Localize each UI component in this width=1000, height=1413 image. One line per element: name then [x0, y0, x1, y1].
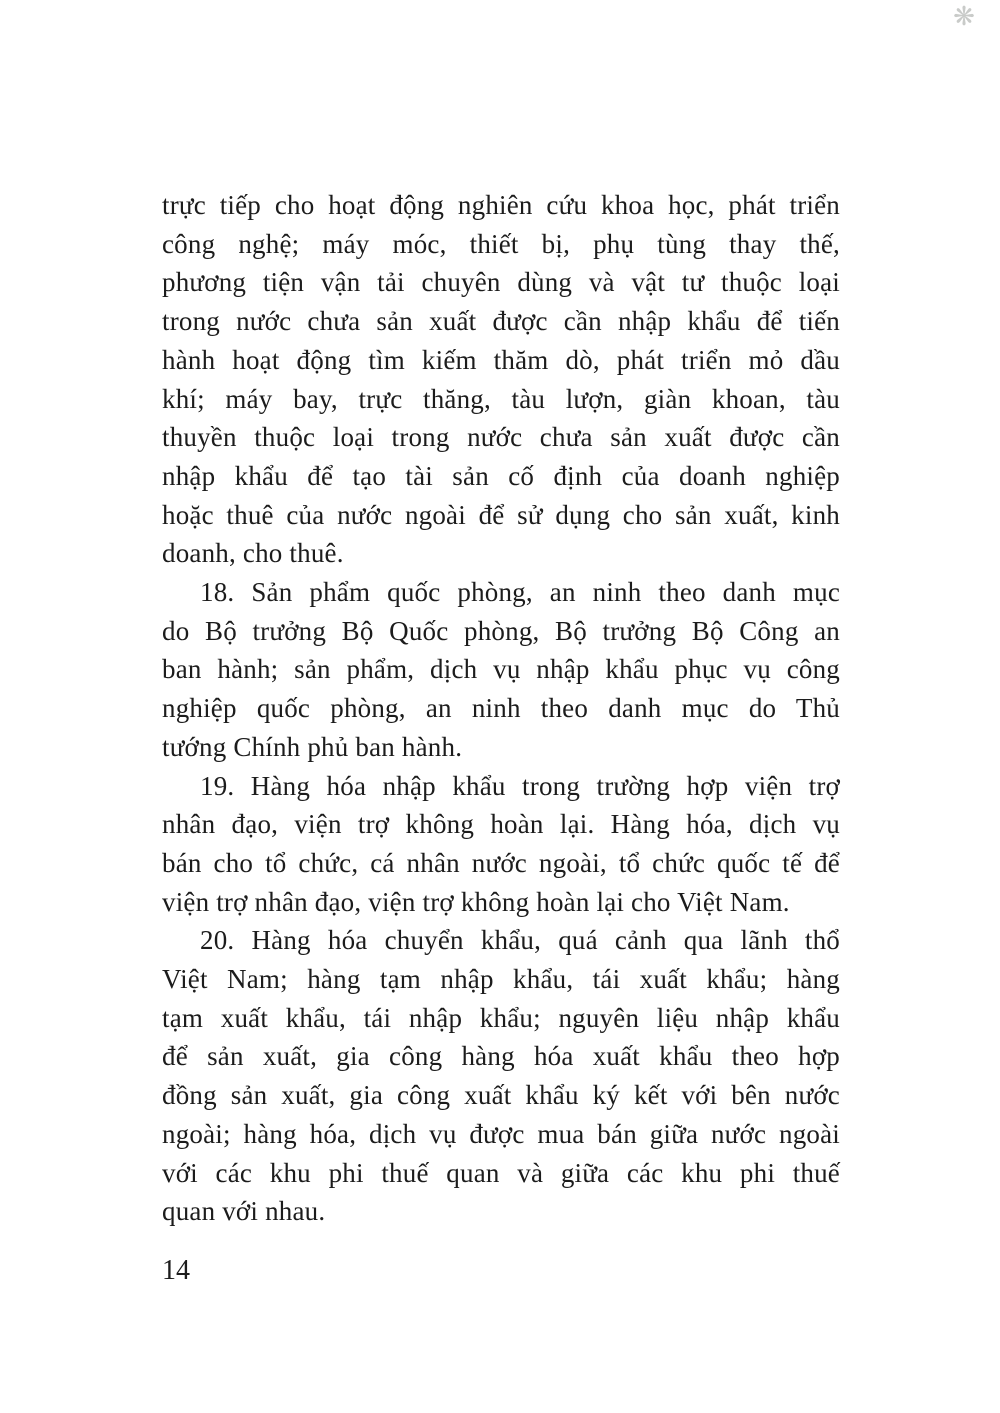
floral-ornament-icon: ❋: [953, 2, 975, 31]
text-line: với các khu phi thuế quan và giữa các khu phi thuế: [162, 1157, 840, 1188]
text-line: ban hành; sản phẩm, dịch vụ nhập khẩu phục vụ công: [162, 654, 840, 685]
text-line: hành hoạt động tìm kiếm thăm dò, phát triển mỏ dầu: [162, 344, 840, 375]
text-line: doanh, cho thuê.: [162, 538, 344, 569]
text-line: phương tiện vận tải chuyên dùng và vật tư thuộc loại: [162, 267, 840, 298]
text-line: nghiệp quốc phòng, an ninh theo danh mục do Thủ: [162, 693, 840, 724]
text-line: tạm xuất khẩu, tái nhập khẩu; nguyên liệu nhập khẩu: [162, 1002, 840, 1033]
text-line: viện trợ nhân đạo, viện trợ không hoàn lại cho Việt Nam.: [162, 886, 790, 917]
text-line: bán cho tổ chức, cá nhân nước ngoài, tổ chức quốc tế để: [162, 847, 840, 878]
text-line: 19. Hàng hóa nhập khẩu trong trường hợp viện trợ: [200, 770, 840, 801]
text-line: quan với nhau.: [162, 1196, 326, 1227]
text-line: để sản xuất, gia công hàng hóa xuất khẩu theo hợp: [162, 1041, 840, 1072]
text-line: nhập khẩu để tạo tài sản cố định của doanh nghiệp: [162, 460, 840, 491]
body-text-block: [162, 186, 840, 1231]
text-line: ngoài; hàng hóa, dịch vụ được mua bán giữa nước ngoài: [162, 1118, 840, 1149]
text-line: thuyền thuộc loại trong nước chưa sản xuất được cần: [162, 422, 840, 453]
text-line: khí; máy bay, trực thăng, tàu lượn, giàn khoan, tàu: [162, 383, 840, 414]
text-line: 20. Hàng hóa chuyển khẩu, quá cảnh qua lãnh thổ: [200, 925, 840, 956]
text-line: tướng Chính phủ ban hành.: [162, 731, 463, 762]
text-line: đồng sản xuất, gia công xuất khẩu ký kết với bên nước: [162, 1080, 840, 1111]
page-number: 14: [162, 1255, 190, 1286]
text-line: do Bộ trưởng Bộ Quốc phòng, Bộ trưởng Bộ Công an: [162, 615, 840, 646]
text-line: trực tiếp cho hoạt động nghiên cứu khoa học, phát triển: [162, 190, 840, 220]
text-line: 18. Sản phẩm quốc phòng, an ninh theo danh mục: [200, 577, 840, 608]
text-line: Việt Nam; hàng tạm nhập khẩu, tái xuất khẩu; hàng: [162, 964, 840, 995]
text-line: hoặc thuê của nước ngoài để sử dụng cho sản xuất, kinh: [162, 499, 840, 530]
text-line: nhân đạo, viện trợ không hoàn lại. Hàng hóa, dịch vụ: [162, 809, 840, 840]
text-line: trong nước chưa sản xuất được cần nhập khẩu để tiến: [162, 306, 840, 337]
text-line: công nghệ; máy móc, thiết bị, phụ tùng thay thế,: [162, 228, 840, 259]
